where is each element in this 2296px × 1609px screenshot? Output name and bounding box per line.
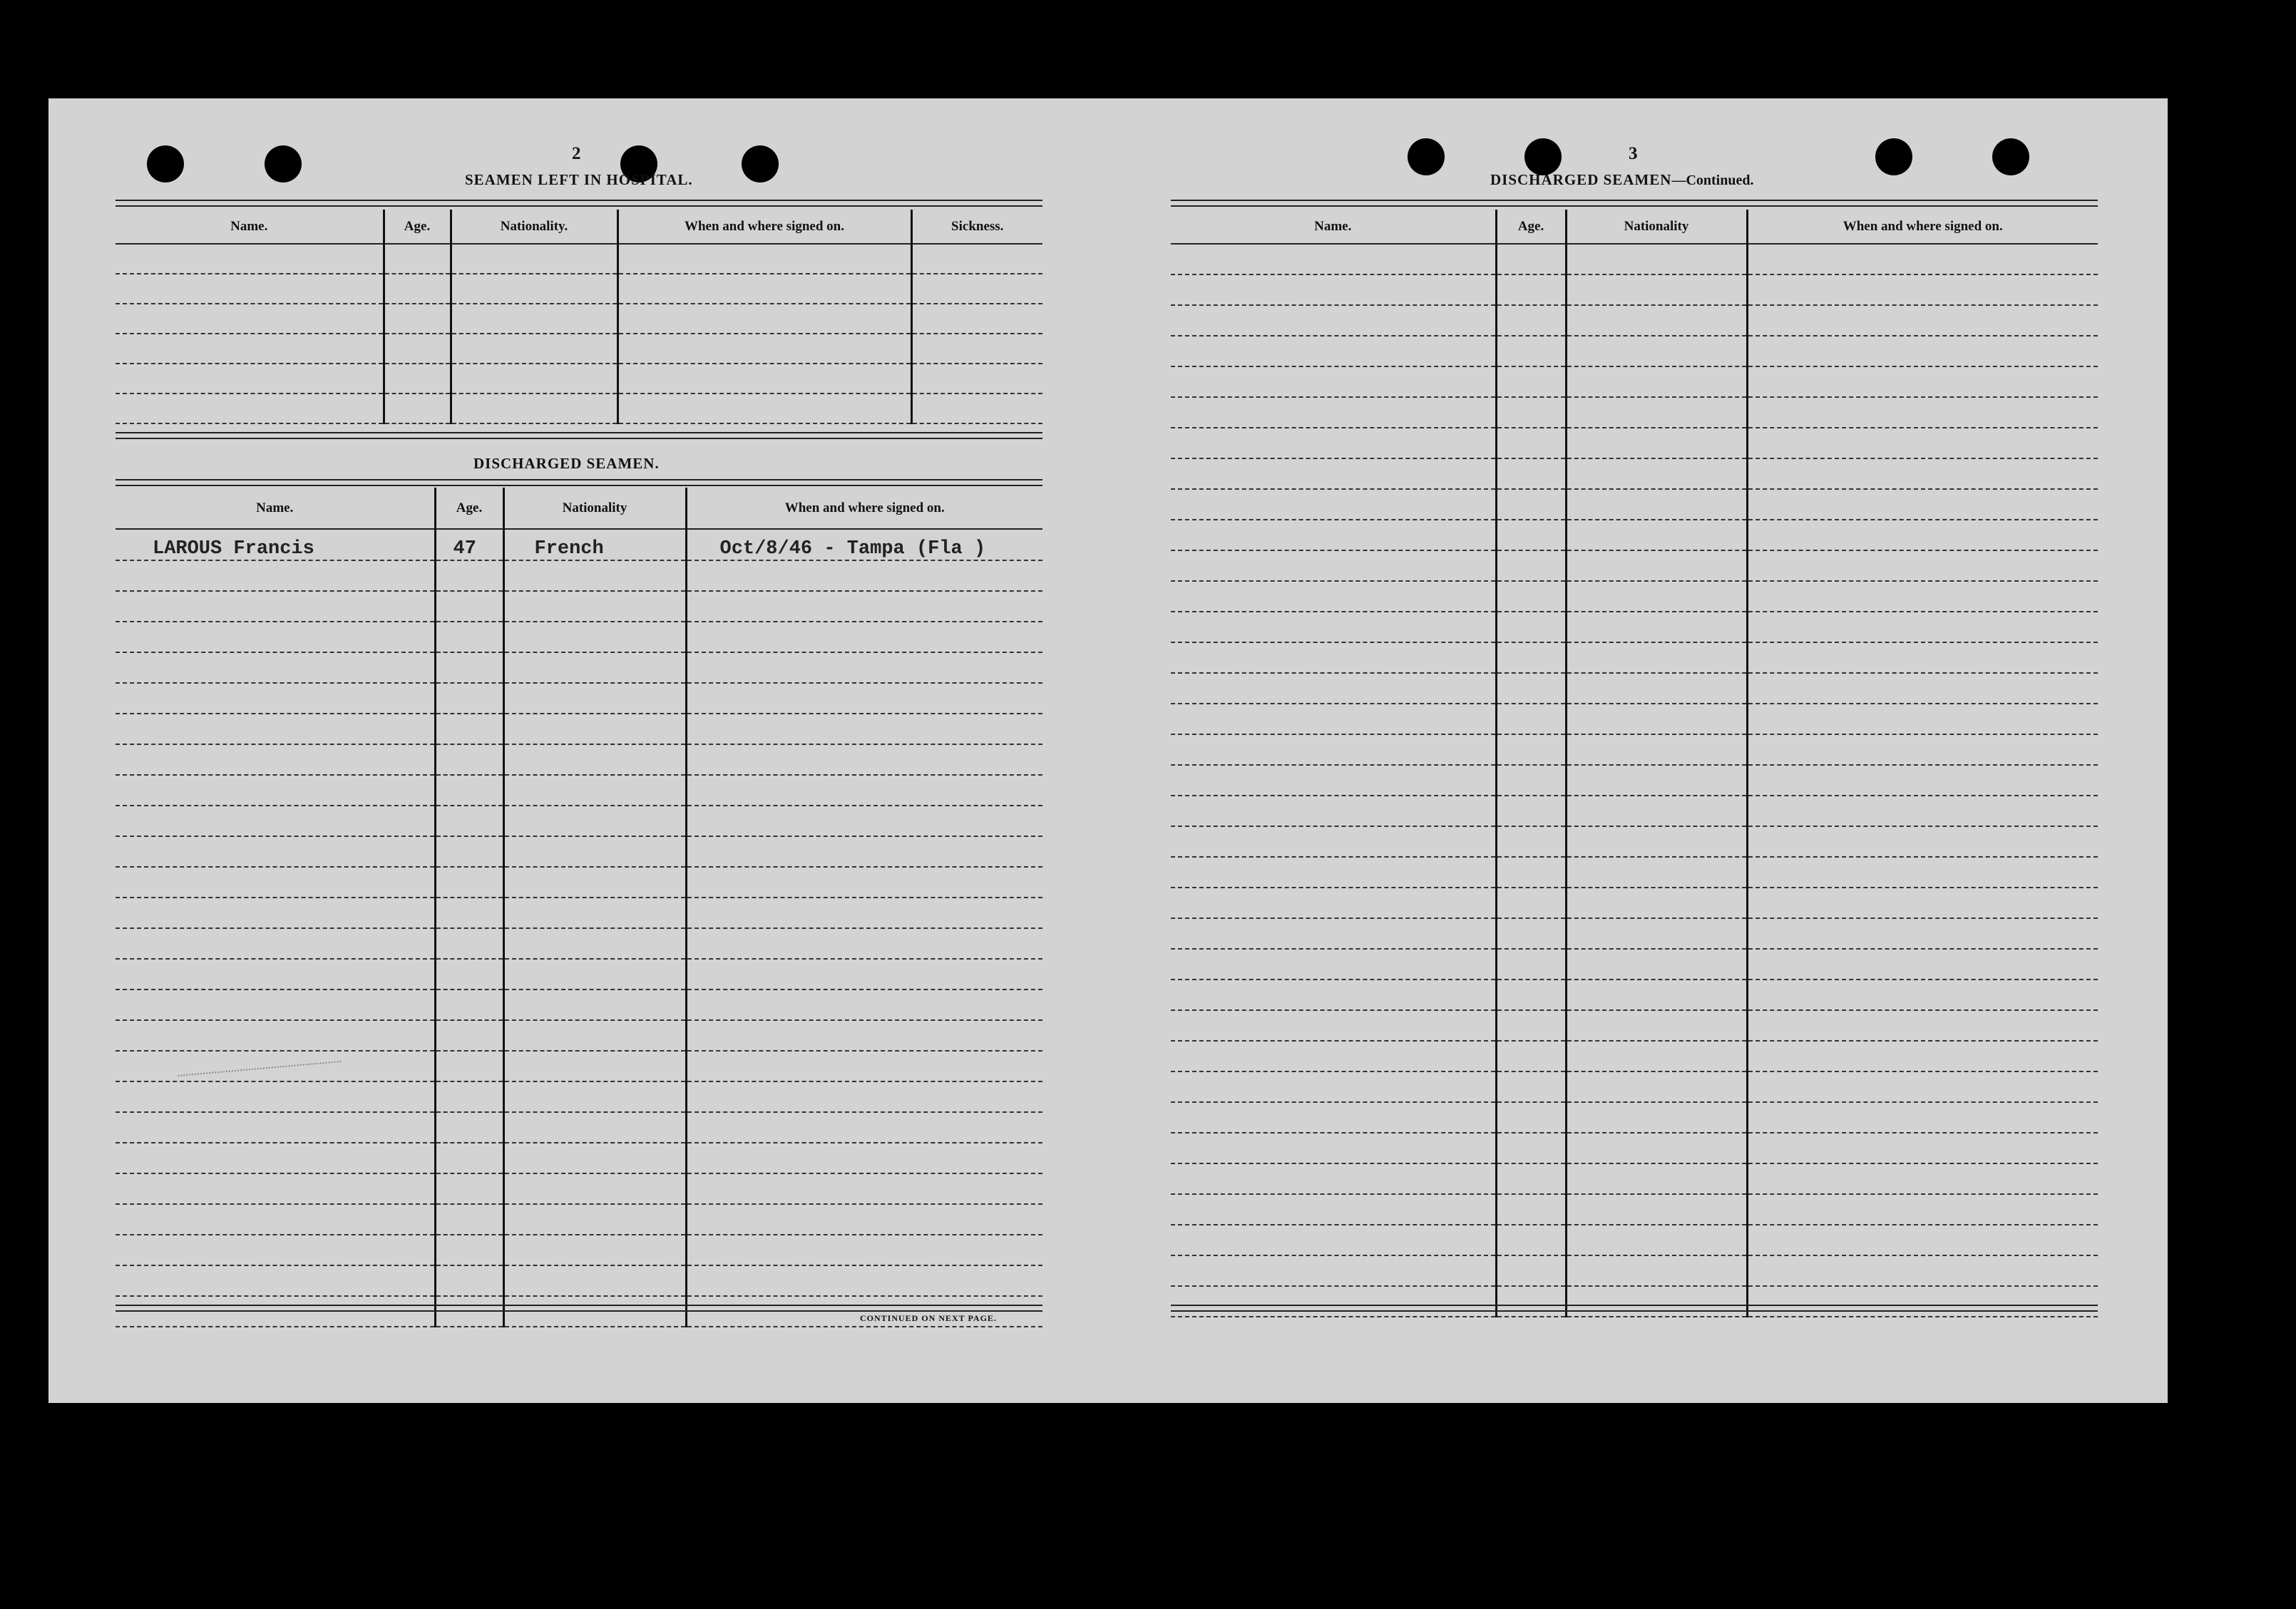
page-number: 3 xyxy=(1629,144,1638,163)
column-header-nationality: Nationality. xyxy=(451,210,617,244)
table-row xyxy=(1171,1133,2098,1163)
double-rule xyxy=(1171,200,2098,207)
table-row xyxy=(1171,826,2098,857)
table-row xyxy=(116,1081,1042,1112)
column-header-age: Age. xyxy=(1496,210,1566,244)
table-row xyxy=(1171,581,2098,612)
table-row xyxy=(1171,366,2098,397)
column-header-name: Name. xyxy=(1171,210,1496,244)
table-row xyxy=(116,334,1042,364)
table-row xyxy=(116,928,1042,959)
table-row xyxy=(1171,550,2098,581)
seaman-nationality: French xyxy=(503,529,686,560)
seaman-age: 47 xyxy=(435,529,503,560)
table-row xyxy=(1171,1286,2098,1317)
seaman-signed-on: Oct/8/46 - Tampa (Fla ) xyxy=(686,529,1042,560)
table-row xyxy=(1171,489,2098,520)
table-row xyxy=(1171,1010,2098,1041)
column-header-name: Name. xyxy=(116,210,384,244)
discharged-continued-table xyxy=(1171,210,2098,1317)
table-row xyxy=(116,244,1042,274)
continued-section-title xyxy=(1490,171,1753,189)
table-row xyxy=(116,1265,1042,1296)
table-row xyxy=(116,1204,1042,1235)
table-row xyxy=(116,274,1042,304)
table-row xyxy=(1171,1102,2098,1133)
punch-hole xyxy=(1524,138,1562,175)
column-header-nationality: Nationality xyxy=(1566,210,1747,244)
table-row xyxy=(1171,734,2098,765)
table-row xyxy=(1171,397,2098,428)
table-row xyxy=(116,1112,1042,1143)
table-row xyxy=(116,560,1042,591)
table-row xyxy=(1171,305,2098,336)
table-row xyxy=(116,304,1042,334)
table-row xyxy=(116,591,1042,622)
table-row xyxy=(1171,1255,2098,1286)
table-row xyxy=(116,1143,1042,1173)
table-row xyxy=(116,683,1042,714)
punch-hole xyxy=(1408,138,1445,175)
table-row xyxy=(1171,1163,2098,1194)
table-row xyxy=(1171,949,2098,980)
column-header-age: Age. xyxy=(435,488,503,529)
seaman-name: LAROUS Francis xyxy=(116,529,435,560)
table-row xyxy=(116,1235,1042,1265)
column-header-signed-on: When and where signed on. xyxy=(686,488,1042,529)
column-header-age: Age. xyxy=(384,210,451,244)
table-row xyxy=(1171,1194,2098,1225)
double-rule xyxy=(1171,1305,2098,1312)
table-row xyxy=(1171,704,2098,734)
table-row xyxy=(1171,520,2098,550)
column-header-nationality: Nationality xyxy=(503,488,686,529)
table-row xyxy=(116,622,1042,652)
punch-hole xyxy=(265,145,302,183)
left-page xyxy=(48,98,1104,1403)
table-row xyxy=(116,836,1042,867)
table-row xyxy=(1171,1041,2098,1071)
table-row xyxy=(116,898,1042,928)
table-row xyxy=(1171,980,2098,1010)
table-row xyxy=(1171,244,2098,274)
discharged-table xyxy=(116,488,1042,1327)
discharged-section-title: DISCHARGED SEAMEN. xyxy=(473,455,660,472)
table-row xyxy=(1171,796,2098,826)
table-row xyxy=(116,867,1042,898)
table-row xyxy=(116,394,1042,423)
column-header-signed-on: When and where signed on. xyxy=(617,210,911,244)
table-row xyxy=(116,364,1042,394)
table-row xyxy=(1171,274,2098,305)
continued-note: CONTINUED ON NEXT PAGE. xyxy=(860,1313,997,1323)
table-row xyxy=(1171,428,2098,458)
table-row xyxy=(1171,642,2098,673)
table-row xyxy=(1171,336,2098,366)
page-number: 2 xyxy=(572,144,581,163)
table-row xyxy=(1171,857,2098,888)
hospital-section-title: SEAMEN LEFT IN HOSPITAL. xyxy=(465,171,693,188)
table-row xyxy=(116,959,1042,989)
punch-hole xyxy=(1875,138,1912,175)
table-row xyxy=(116,652,1042,683)
column-header-name: Name. xyxy=(116,488,435,529)
double-rule xyxy=(116,432,1042,439)
punch-hole xyxy=(1992,138,2029,175)
table-row xyxy=(116,529,1042,560)
table-row xyxy=(1171,458,2098,489)
table-row xyxy=(116,806,1042,836)
table-row xyxy=(1171,888,2098,918)
section-title-suffix: —Continued. xyxy=(1671,173,1754,188)
punch-hole xyxy=(147,145,184,183)
table-row xyxy=(116,775,1042,806)
table-row xyxy=(1171,673,2098,704)
hospital-table xyxy=(116,210,1042,424)
table-row xyxy=(116,989,1042,1020)
section-title: DISCHARGED SEAMEN xyxy=(1490,171,1672,188)
table-row xyxy=(116,744,1042,775)
double-rule xyxy=(116,1305,1042,1312)
table-row xyxy=(116,1020,1042,1051)
table-row xyxy=(1171,1071,2098,1102)
table-row xyxy=(116,714,1042,744)
table-row xyxy=(1171,765,2098,796)
double-rule xyxy=(116,479,1042,486)
column-header-signed-on: When and where signed on. xyxy=(1747,210,2098,244)
table-row xyxy=(1171,1225,2098,1255)
column-header-sickness: Sickness. xyxy=(911,210,1042,244)
table-row xyxy=(1171,612,2098,642)
double-rule xyxy=(116,200,1042,207)
table-row xyxy=(1171,918,2098,949)
table-row xyxy=(116,1173,1042,1204)
punch-hole xyxy=(742,145,779,183)
right-page xyxy=(1104,98,2168,1403)
